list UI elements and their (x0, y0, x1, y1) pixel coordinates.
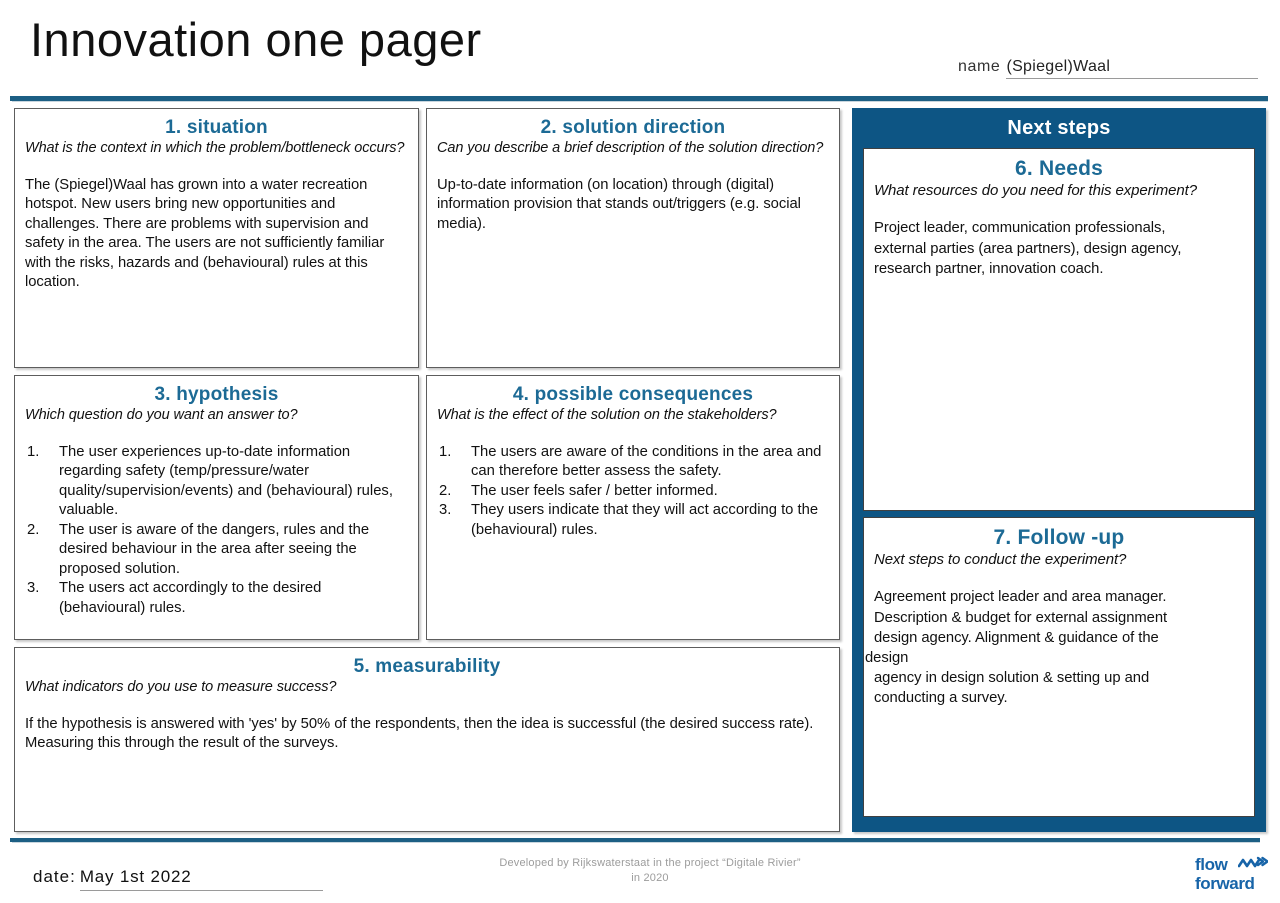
panel-body-line: design (865, 649, 909, 666)
list-item-text: The user feels safer / better informed. (471, 482, 718, 499)
name-field-value[interactable]: (Spiegel)Waal (1006, 58, 1258, 79)
panel-body-line: research partner, innovation coach. (874, 260, 1104, 277)
list-item-text: They users indicate that they will act according to the (behavioural) rules. (471, 502, 819, 538)
name-field-label: name (958, 58, 1001, 75)
card-prompt: Can you describe a brief description of the solution direction? (437, 139, 824, 156)
panel-body-line: agency in design solution & setting up and (874, 669, 1150, 686)
list-item-number: 2. (439, 482, 452, 499)
main-content (0, 104, 1280, 834)
list-item-number: 2. (27, 521, 40, 538)
card-possible-consequences[interactable] (426, 375, 840, 640)
card-title: 1. situation (165, 117, 268, 138)
credit-line-1: Developed by Rijkswaterstaat in the project “Digitale Rivier” (499, 857, 801, 869)
card-prompt: What is the context in which the problem/bottleneck occurs? (25, 139, 405, 156)
panel-body[interactable] (874, 218, 1244, 278)
card-title: 4. possible consequences (512, 384, 754, 405)
list-item (437, 482, 829, 502)
card-body-text: Up-to-date information (on location) through (digital) information provision that stands out/triggers (e.g. social media). (437, 176, 801, 232)
flow-forward-logo (1195, 856, 1267, 896)
card-hypothesis[interactable] (14, 375, 419, 640)
list-item (437, 443, 829, 482)
logo-line-2 (1195, 875, 1267, 892)
card-measurability[interactable] (14, 647, 840, 832)
card-solution-direction[interactable] (426, 108, 840, 368)
list-item-number: 1. (27, 443, 40, 460)
card-title: 2. solution direction (540, 117, 726, 138)
card-prompt: Which question do you want an answer to? (25, 406, 298, 423)
panel-title: 6. Needs (1015, 157, 1103, 180)
logo-line-1 (1195, 856, 1267, 873)
card-situation[interactable] (14, 108, 419, 368)
list-item (25, 443, 408, 521)
panel-body-line: Project leader, communication professionals, (874, 220, 1166, 237)
date-field[interactable] (33, 867, 323, 891)
panel-prompt: What resources do you need for this experiment? (874, 182, 1197, 200)
page-footer (0, 834, 1280, 903)
list-item (25, 579, 408, 618)
card-title: 5. measurability (353, 656, 501, 677)
credit-line-2: in 2020 (631, 871, 669, 884)
panel-needs[interactable] (863, 148, 1255, 511)
page-title: Innovation one pager (30, 13, 482, 66)
card-body-text: The (Spiegel)Waal has grown into a water recreation hotspot. New users bring new opportunities and challenges. There are problems with supervision and safety in the area. The users are not sufficiently familiar with the risks, hazards and (behavioural) rules at this location. (25, 176, 385, 291)
name-field[interactable] (958, 58, 1258, 79)
list-item-text: The users are aware of the conditions in the area and can therefore better assess the safety. (471, 443, 822, 480)
logo-line-1-text: flow (1195, 855, 1228, 874)
list-item-text: The user is aware of the dangers, rules and the desired behaviour in the area after seeing the proposed solution. (59, 521, 370, 577)
panel-prompt: Next steps to conduct the experiment? (874, 551, 1127, 569)
panel-body-line: external parties (area partners), design agency, (874, 240, 1182, 257)
date-field-label: date: (33, 867, 76, 886)
panel-follow-up[interactable] (863, 517, 1255, 817)
list-item-text: The user experiences up-to-date information regarding safety (temp/pressure/water quality/supervision/events) and (behavioural) rules, valuable. (59, 443, 393, 519)
list-item-number: 1. (439, 443, 452, 460)
next-steps-sidebar (852, 108, 1266, 832)
card-body-text: If the hypothesis is answered with 'yes' by 50% of the respondents, then the idea is successful (the desired success rate). Measuring this through the result of the surveys. (25, 715, 814, 752)
list-item (25, 521, 408, 580)
wave-arrow-icon (1238, 855, 1268, 874)
list-item (437, 501, 829, 540)
panel-title: 7. Follow -up (993, 526, 1125, 549)
panel-body-line: design agency. Alignment & guidance of the (874, 629, 1159, 646)
card-title: 3. hypothesis (154, 384, 279, 405)
logo-line-2-text: forward (1195, 874, 1255, 893)
card-body[interactable] (25, 715, 829, 754)
header-divider-rule (10, 96, 1268, 101)
page-header (0, 0, 1280, 95)
footer-divider-rule (10, 838, 1260, 842)
panel-body-line: conducting a survey. (874, 689, 1008, 706)
panel-body[interactable] (865, 587, 1244, 708)
credit-text (440, 856, 860, 886)
card-body[interactable] (25, 176, 408, 293)
panel-body-line: Agreement project leader and area manager. (874, 589, 1167, 606)
card-body[interactable] (437, 176, 829, 235)
list-item-text: The users act accordingly to the desired (behavioural) rules. (59, 580, 322, 616)
sidebar-title: Next steps (1007, 117, 1111, 139)
panel-body-line: Description & budget for external assignment (874, 609, 1168, 626)
card-prompt: What is the effect of the solution on the stakeholders? (437, 406, 777, 423)
consequences-list (437, 443, 829, 541)
date-field-value[interactable]: May 1st 2022 (80, 867, 323, 891)
hypothesis-list (25, 443, 408, 619)
list-item-number: 3. (439, 502, 452, 519)
card-prompt: What indicators do you use to measure success? (25, 678, 337, 695)
list-item-number: 3. (27, 580, 40, 597)
